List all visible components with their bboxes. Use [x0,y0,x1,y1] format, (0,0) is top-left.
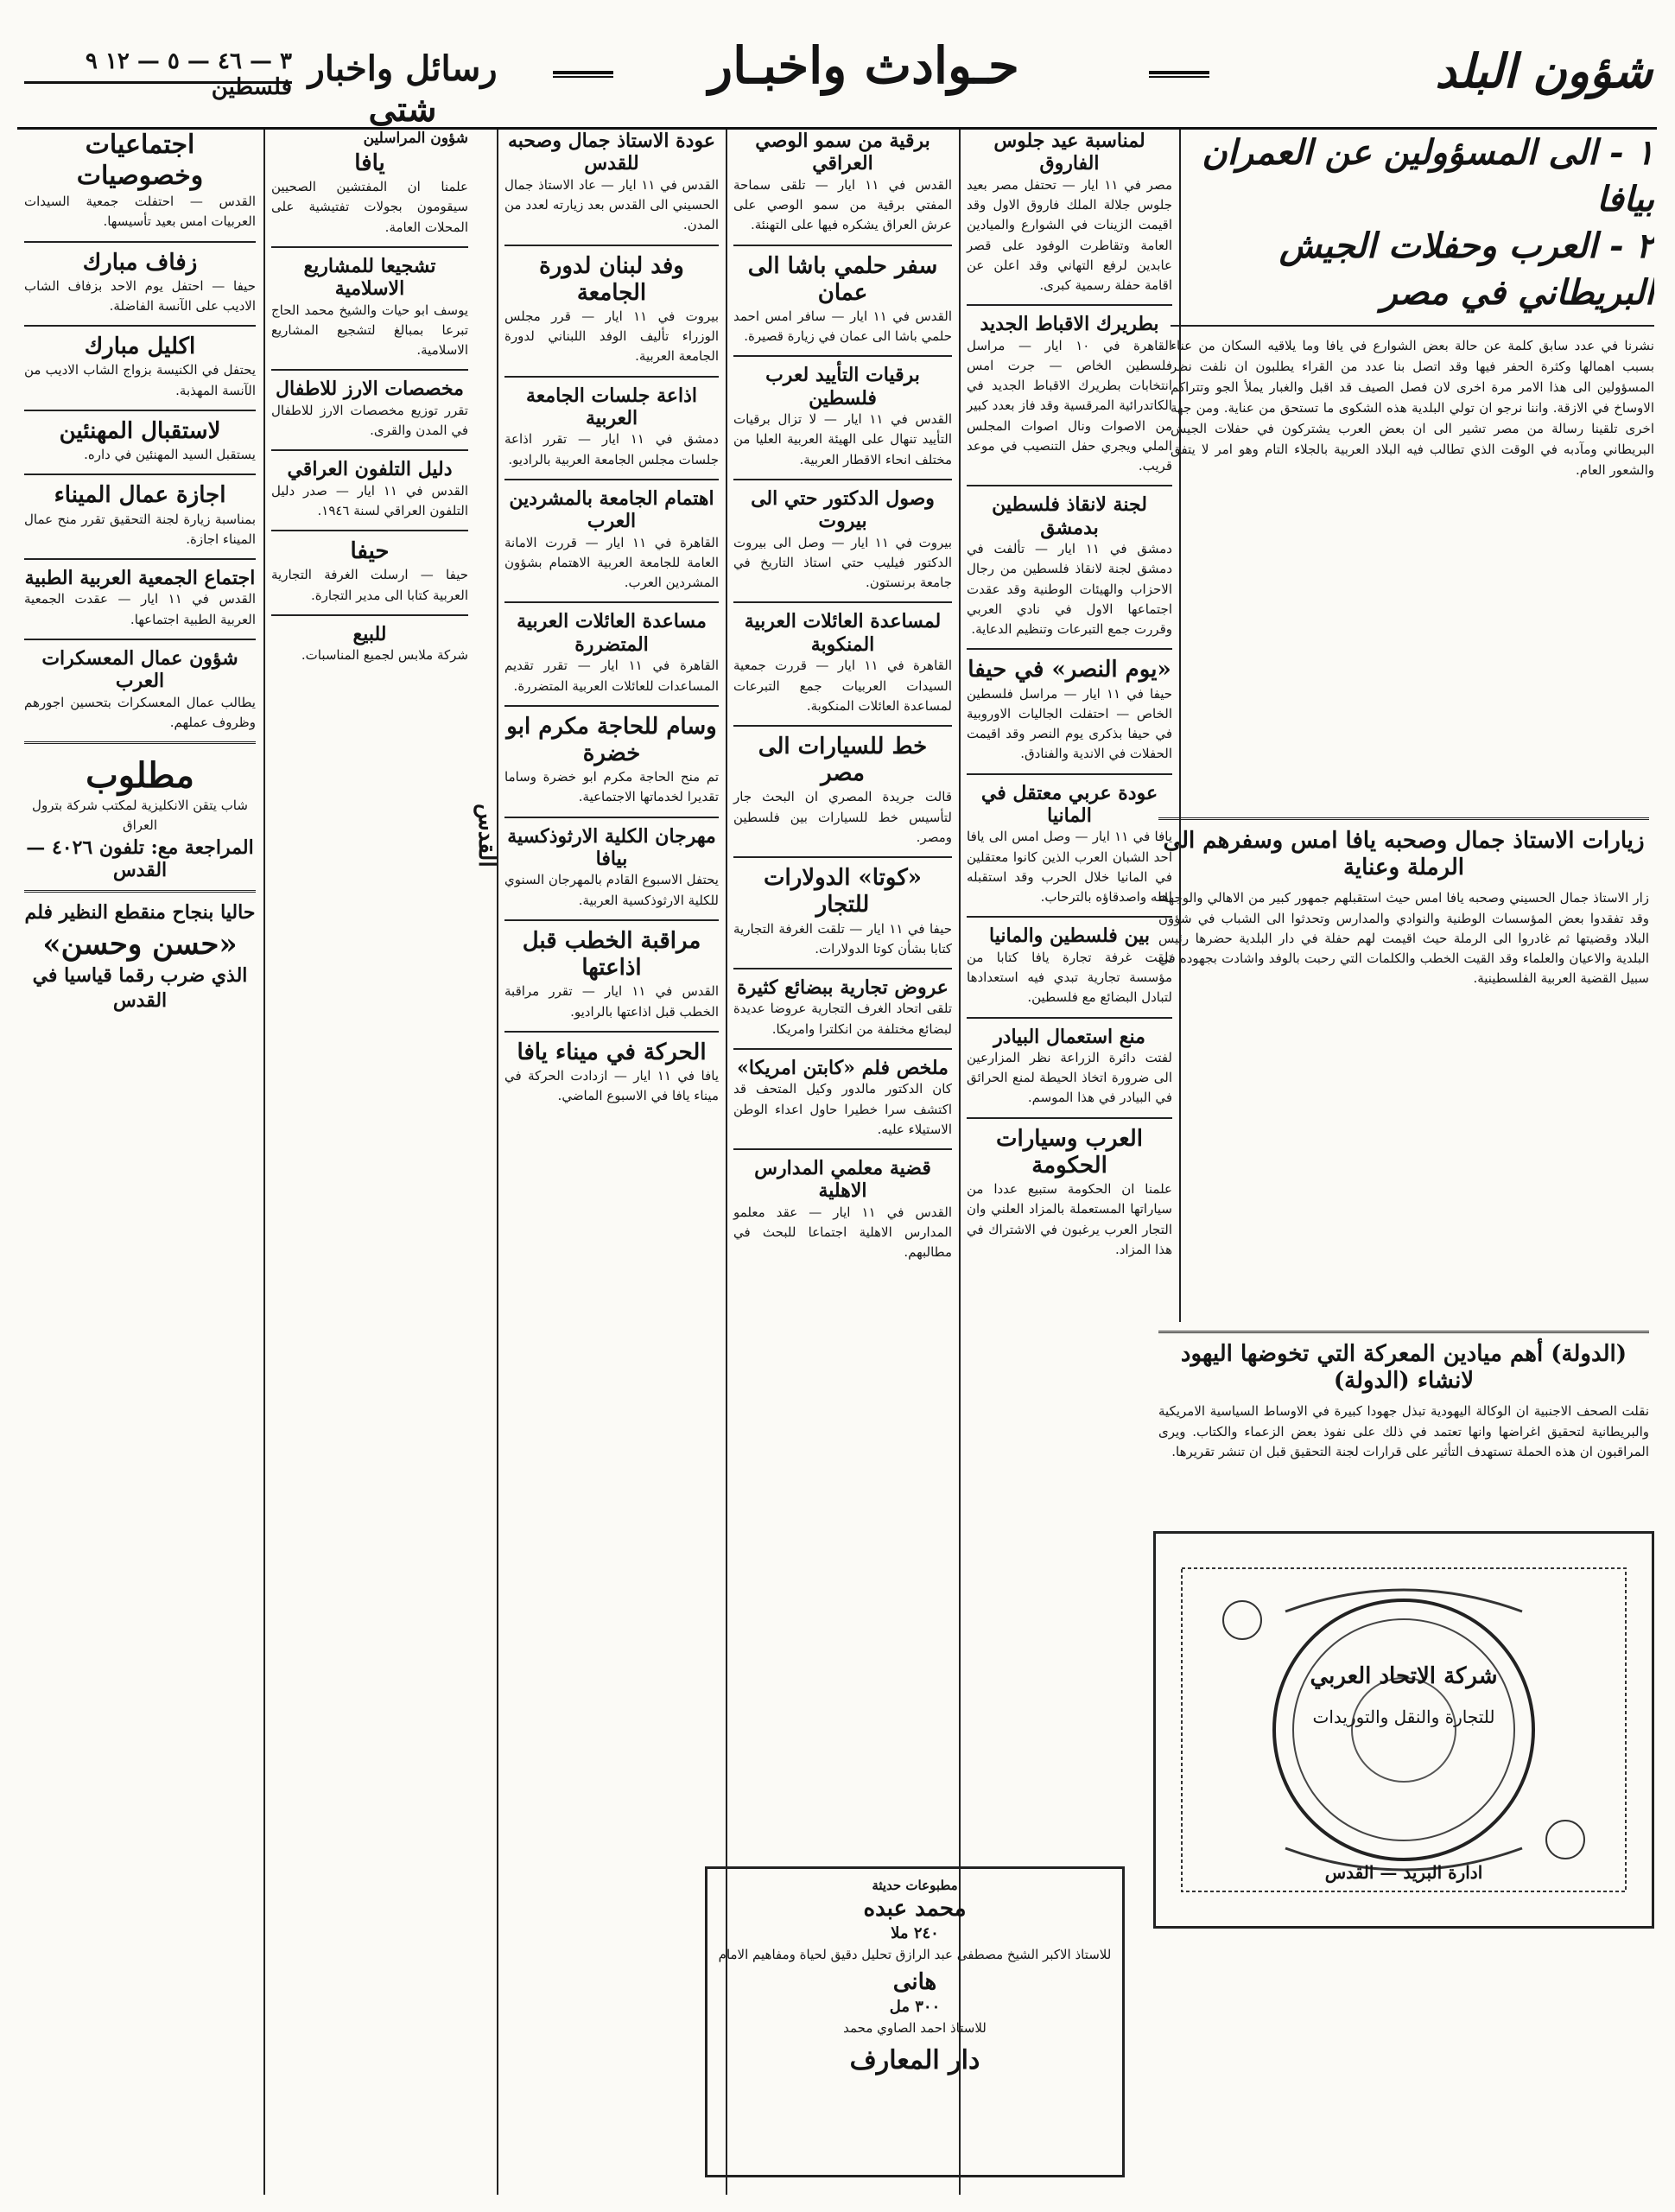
headline: اهتمام الجامعة بالمشردين العرب [509,486,714,533]
headline: عودة عربي معتقل في المانيا [980,781,1158,828]
divider [24,325,256,327]
section-headline: اجتماعيات وخصوصيات [76,130,204,191]
article-body: بيروت في ١١ ايار — قرر مجلس الوزراء تأليف الوفد اللبناني لدورة الجامعة العربية. [504,308,719,365]
shuun-section-title: شؤون البلد [1435,43,1653,99]
divider [271,246,468,248]
headline: مهرجان الكلية الارثوذكسية بيافا [507,824,716,871]
headline: وسام للحاجة مكرم ابو خضرة [506,713,717,766]
yaffa-story [1153,809,1654,1094]
publisher-name: دار المعارف [849,2044,980,2075]
headline: العرب وسيارات الحكومة [996,1125,1143,1179]
seal-bottom-text: ادارة البريد — القدس [1324,1862,1483,1883]
divider [271,449,468,451]
book-price-2: ٣٠٠ مل [889,1998,941,2016]
headline: عودة الاستاذ جمال وصحبه للقدس [508,130,715,175]
article-body: يوسف ابو حيات والشيخ محمد الحاج تبرعا بمبالغ لتشجيع المشاريع الاسلامية. [271,302,468,359]
headline: اجتماع الجمعية العربية الطبية [24,567,256,589]
wanted-body: شاب يتقن الانكليزية لمكتب شركة بترول العراق [32,798,248,834]
divider [24,410,256,411]
divider [504,601,719,603]
column-rule [263,130,265,2195]
headline: قضية معلمي المدارس الاهلية [754,1157,931,1203]
divider [733,968,952,969]
divider [733,856,952,858]
article-body: لفتت دائرة الزراعة نظر المزارعين الى ضرورة اتخاذ الحيطة لمنع الحرائق في البيادر في هذا الموسم. [967,1049,1172,1106]
headline: وصول الدكتور حتي الى بيروت [751,486,935,533]
headline: عروض تجارية ببضائع كثيرة [737,976,949,999]
article-body: حيفا في ١١ ايار — تلقت الغرفة التجارية كتابا بشأن كوتا الدولارات. [733,920,952,957]
divider [1171,325,1654,327]
headline: اذاعة جلسات الجامعة العربية [525,384,698,430]
headline: اكليل مبارك [84,334,196,360]
article-body: القاهرة في ١٠ ايار — مراسل فلسطين الخاص — جرت امس انتخابات بطريرك الاقباط الجديد في الكاتدرائية المرقسية وقد فاز بعدد كبير من الاصوات ونال اصوات المجلس الملي ويجري حفل التنصيب في موعد قريب. [967,337,1173,474]
article-body: القدس في ١١ ايار — صدر دليل التلفون العراقي لسنة ١٩٤٦. [271,482,468,518]
headline: خط للسيارات الى مصر [758,734,928,787]
article-body: تقرر توزيع مخصصات الارز للاطفال في المدن والقرى. [271,402,468,439]
yaffa-story-body: زار الاستاذ جمال الحسيني وصحبه يافا امس حيث استقبلهم جمهور كبير من الاهالي والوجهاء وقد تفقدوا بعض المؤسسات الوطنية والنوادي والمدارس وتحدثوا الى الشباب في شؤون البلاد وقضيتها ثم غادروا الى الرملة حيث اقيمت لهم حفلة في دار البلدية حضرها رئيس البلدية والاعيان والعلماء وقد القيت الخطب والكلمات التي رحبت بالوفد واشادت بجهوده في سبيل القضية العربية الفلسطينية. [1158,890,1649,987]
social-column [19,130,261,2186]
wanted-contact: المراجعة مع: تلفون ٤٠٢٦ — القدس [26,836,254,882]
headline: يافا [354,150,385,176]
headline: لمناسبة عيد جلوس الفاروق [993,130,1145,175]
wanted-ad [24,755,256,881]
seal-subtitle: للتجارة والنقل والتوريدات [1312,1707,1495,1727]
article-body: القدس في ١١ ايار — لا تزال برقيات التأييد تنهال على الهيئة العربية العليا من مختلف انحاء الاقطار العربية. [733,411,952,467]
article-body: القاهرة في ١١ ايار — قررت الامانة العامة للجامعة العربية الاهتمام بشؤون المشردين العرب. [504,534,719,591]
article-body: تلقت غرفة تجارة يافا كتابا من مؤسسة تجارية تبدي فيه استعدادها لتبادل البضائع مع فلسطين. [967,949,1172,1006]
divider [504,376,719,378]
divider [733,479,952,480]
column-rule [1179,130,1181,1322]
divider [967,648,1172,650]
divider [733,245,952,246]
headline: الحركة في ميناء يافا [517,1039,707,1065]
divider [24,890,256,893]
lead-headline-1: ١ - الى المسؤولين عن العمران بيافا [1202,132,1654,219]
headline: بطريرك الاقباط الجديد [980,313,1159,336]
headline: للبيع [352,622,387,645]
folio: ٣ — ٤٦ — ٥ — ١٢ ٩ فلسطين [85,48,292,100]
seal-title: شركة الاتحاد العربي [1310,1663,1498,1689]
article-body: كان الدكتور مالدور وكيل المتحف قد اكتشف سرا خطيرا حاول اعداء الوطن الاستيلاء عليه. [733,1081,952,1137]
headline: لجنة لانقاذ فلسطين بدمشق [992,493,1147,539]
film-ad-line-1: حاليا بنجاح منقطع النظير فلم [24,901,256,925]
article-body: شركة ملابس لجميع المناسبات. [301,647,468,664]
divider [967,1017,1172,1019]
divider [967,1117,1172,1119]
news-column-2 [728,130,957,1858]
article-body: القدس في ١١ ايار — عاد الاستاذ جمال الحسيني الى القدس بعد زيارته لعدد من المدن. [504,176,720,233]
article-body: علمنا ان المفتشين الصحيين سيقومون بجولات تفتيشية على المحلات العامة. [271,179,468,235]
article-body: تلقى اتحاد الغرف التجارية عروضا عديدة لبضائع مختلفة من انكلترا وامريكا. [733,1001,952,1037]
divider [504,817,719,818]
article-body: القدس في ١١ ايار — عقد معلمو المدارس الاهلية اجتماعا للبحث في مطالبهم. [733,1204,952,1261]
article-body: علمنا ان الحكومة ستبيع عددا من سياراتها المستعملة بالمزاد العلني وان التجار العرب يرغبون في الاشتراك في هذا المزاد. [967,1181,1172,1257]
book-price-1: ٢٤٠ ملا [891,1923,939,1942]
headline: ملخص فلم «كابتن امريكا» [737,1056,949,1079]
article-body: القاهرة في ١١ ايار — قررت جمعية السيدات العربيات جمع التبرعات لمساعدة العائلات المنكوبة. [733,658,952,714]
article-body: يافا في ١١ ايار — وصل امس الى يافا احد الشبان العرب الذين كانوا معتقلين في المانيا خلال الحرب وقد استقبله اهله واصدقاؤه بالترحاب. [967,829,1172,906]
headline: مخصصات الارز للاطفال [276,378,464,401]
headline: زفاف مبارك [82,249,198,276]
divider [24,241,256,243]
article-body: القدس — احتفلت جمعية السيدات العربيات امس بعيد تأسيسها. [24,194,256,230]
divider [733,1148,952,1150]
article-body: تم منح الحاجة مكرم ابو خضرة وساما تقديرا لخدماتها الاجتماعية. [504,769,719,805]
article-body: قالت جريدة المصري ان البحث جار لتأسيس خط للسيارات بين فلسطين ومصر. [733,789,952,845]
lead-headline-2: ٢ - العرب وحفلات الجيش البريطاني في مصر [1278,226,1654,313]
divider [1158,1331,1649,1334]
article-body: يستقبل السيد المهنئين في داره. [84,447,256,463]
headline: لمساعدة العائلات العربية المنكوبة [744,610,942,656]
state-story-headline: (الدولة) أهم ميادين المعركة التي تخوضها اليهود لانشاء (الدولة) [1180,1341,1627,1395]
seal-advertisement [1153,1531,1654,1929]
article-body: القدس في ١١ ايار — تلقى سماحة المفتي برقية من سمو الوصي على عرش العراق يشكره فيها على التهنئة. [733,176,952,233]
film-ad-line-3: الذي ضرب رقما قياسيا في القدس [32,964,248,1012]
headline: لاستقبال المهنئين [59,417,221,444]
divider [271,369,468,371]
divider [24,474,256,475]
article-body: حيفا في ١١ ايار — مراسل فلسطين الخاص — احتفلت الجاليات الاوروبية في حيفا بذكرى يوم النصر وقد اقيمت الحفلات في الاندية والفنادق. [967,685,1172,762]
headline: حيفا [350,538,390,565]
headline: «كوتا» الدولارات للتجار [764,865,922,918]
article-body: دمشق في ١١ ايار — تقرر اذاعة جلسات مجلس الجامعة العربية بالراديو. [504,431,719,467]
article-body: القدس في ١١ ايار — سافر امس احمد حلمي باشا الى عمان في زيارة قصيرة. [733,308,952,345]
headline: اجازة عمال الميناء [54,482,226,509]
film-ad-title: «حسن وحسن» [42,927,238,963]
folio-rule [24,81,292,84]
book-description-2: للاستاذ احمد الصاوي محمد [843,2020,987,2036]
article-body: القاهرة في ١١ ايار — تقرر تقديم المساعدات للعائلات العربية المتضررة. [504,658,719,694]
divider [24,741,256,745]
masthead-left-block [24,48,499,130]
vertical-label-quds: القدس [473,804,499,868]
divider [24,639,256,640]
divider [733,1048,952,1050]
wanted-title: مطلوب [86,755,194,797]
divider [504,919,719,921]
headline: بين فلسطين والمانيا [988,925,1150,948]
headline: دليل التلفون العراقي [287,458,453,481]
headline: تشجيعا للمشاريع الاسلامية [303,254,436,301]
rasail-section-title: رسائل واخبار شتى [308,48,498,130]
book-description-1: للاستاذ الاكبر الشيخ مصطفى عبد الرازق تحليل دقيق لحياة ومفاهيم الامام [718,1946,1112,1962]
book-author: محمد عبده [863,1895,967,1922]
headline: مراقبة الخطب قبل اذاعتها [522,927,701,982]
divider [733,725,952,727]
headline: وفد لبنان لدورة الجامعة [539,252,684,306]
yaffa-story-headline: زيارات الاستاذ جمال وصحبه يافا امس وسفرهم الى الرملة وعناية [1163,828,1645,881]
article-body: بمناسبة زيارة لجنة التحقيق تقرر منح عمال الميناء اجازة. [24,511,256,547]
news-column-4 [266,130,473,2186]
headline: شؤون عمال المعسكرات العرب [41,646,238,693]
article-body: يحتفل في الكنيسة بزواج الشاب الاديب من الآنسة المهذبة. [24,362,256,398]
column-rule [497,130,498,2195]
divider [504,479,719,480]
divider [1158,817,1649,821]
headline: مساعدة العائلات العربية المتضررة [517,610,707,656]
divider [967,485,1172,486]
news-column-3 [499,130,724,2186]
ornament-rule-right [1149,71,1209,78]
divider [271,530,468,531]
article-body: يافا في ١١ ايار — ازدادت الحركة في ميناء يافا في الاسبوع الماضي. [504,1067,719,1104]
divider [733,601,952,603]
headline: منع استعمال البيادر [993,1025,1145,1048]
article-body: يحتفل الاسبوع القادم بالمهرجان السنوي للكلية الارثوذكسية العربية. [504,872,719,908]
article-body: بيروت في ١١ ايار — وصل الى بيروت الدكتور فيليب حتي استاذ التاريخ في جامعة برنستون. [733,534,952,591]
news-column-1 [961,130,1177,1858]
divider [24,558,256,560]
state-story [1153,1322,1654,1521]
headline: برقيات التأييد لعرب فلسطين [765,364,920,410]
lead-body: نشرنا في عدد سابق كلمة عن حالة بعض الشوارع في يافا وما يلاقيه السكان من عناء بسبب اهمالها وكثرة الحفر فيها وقد اتصل بنا عدد من القراء يطلبون ان نلفت نظر المسؤولين الى هذا الامر مرة اخرى لان فصل الصيف قد اقبل والغبار يملأ الجو وتتراكم الاوساخ في الازقة. واننا نرجو ان تولي البلدية هذه الشكوى ما تستحق من عناية. ومن جهة اخرى تلقينا رسالة من مصر تشير الى ان بعض العرب يشتركون في حفلات الجيش البريطاني ومآدبه في الوقت الذي تطالب فيه البلاد العربية بالجلاء التام وهو امر لا يتفق والشعور العام. [1171,338,1654,478]
books-advertisement [705,1866,1125,2177]
divider [504,1031,719,1033]
article-body: القدس في ١١ ايار — تقرر مراقبة الخطب قبل اذاعتها بالراديو. [504,983,719,1020]
masthead [0,36,1675,130]
article-body: يطالب عمال المعسكرات بتحسين اجورهم وظروف عملهم. [24,694,256,730]
lead-story [1171,130,1654,804]
headline: برقية من سمو الوصي العراقي [755,130,930,175]
article-body: دمشق في ١١ ايار — تألفت في دمشق لجنة لانقاذ فلسطين من رجال الاحزاب والهيئات الوطنية وقد عقدت اجتماعها الاول في نادي العربي وقررت جمع التبرعات وتنظيم الدعاية. [967,541,1172,638]
article-body: حيفا — ارسلت الغرفة التجارية العربية كتابا الى مدير التجارة. [271,567,468,603]
book-title-2: هانى [892,1969,937,1995]
article-body: مصر في ١١ ايار — تحتفل مصر بعيد جلوس جلالة الملك فاروق الاول وقد اقيمت الزينات في الشوارع والميادين العامة وتقاطرت الوفود على قصر عابدين لرفع التهاني وقد اعلن عن اقامة حفلة رسمية كبرى. [967,176,1172,294]
byline: شؤون المراسلين [363,130,468,147]
divider [733,355,952,357]
books-heading: مطبوعات حديثة [872,1878,958,1893]
article-body: القدس في ١١ ايار — عقدت الجمعية العربية الطبية اجتماعها. [24,591,256,627]
divider [967,773,1172,775]
divider [504,245,719,246]
state-story-body: نقلت الصحف الاجنبية ان الوكالة اليهودية تبذل جهودا كبيرة في الاوساط السياسية الامريكية والبريطانية لتحقيق اغراضها وانها تعتمد في ذلك على نفوذ بعض الزعماء والكتاب. ويرى المراقبون ان هذه الحملة تستهدف التأثير على قرارات لجنة التحقيق قبل ان تنشر تقريرها. [1158,1403,1649,1459]
divider [271,614,468,616]
headline: سفر حلمي باشا الى عمان [747,252,938,306]
headline: «يوم النصر» في حيفا [968,657,1171,683]
hawadith-section-title: حـوادث واخبـار [708,36,1019,95]
divider [967,916,1172,918]
divider [967,304,1172,306]
article-body: حيفا — احتفل يوم الاحد بزفاف الشاب الاديب على الآنسة الفاضلة. [24,277,256,314]
divider [504,705,719,707]
